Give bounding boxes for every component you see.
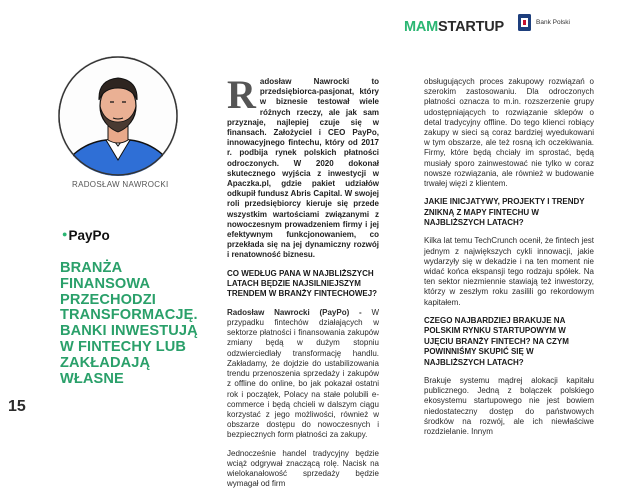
text-column-right	[424, 77, 594, 445]
portrait-caption: RADOSŁAW NAWROCKI	[72, 180, 169, 189]
answer-1-continued: Jednocześnie handel tradycyjny będzie wciąż odgrywał znaczącą rolę. Nacisk na wielokanałowość sprzedaży będzie wymagał od firm	[227, 448, 379, 489]
speaker-label: Radosław Nawrocki (PayPo) -	[227, 307, 362, 317]
question-2: JAKIE INICJATYWY, PROJEKTY I TRENDY ZNIKNĄ Z MAPY FINTECHU W NAJBLIŻSZYCH LATACH?	[424, 197, 585, 228]
pko-emblem-icon	[518, 14, 531, 31]
paragraph-continued: obsługujących proces zakupowy rozwiązań o szerokim zastosowaniu. Dla odroczonych płatności oznacza to m.in. rozszerzenie grupy udostępniających to rozwiązanie sklepów o detal tradycyjny offline. Do tego klienci robiący zakupy w sieci są coraz bardziej wyedukowani w tym obszarze, ale też rosną ich oczekiwania. Firmy, które będą chciały im sprostać, będą musiały sporo zainwestować nie tylko w coraz nowsze rozwiązania, ale również w budowanie trwałej więzi z klientem.	[424, 77, 594, 189]
page-number: 15	[8, 398, 26, 415]
answer-2: Kilka lat temu TechCrunch ocenił, że fintech jest jednym z największych cykli innowacji, jakie wydarzyły się w dekadzie i na ten moment nie widać końca ekspansji tego rodzaju spółek. Na ten sektor niezmiennie stawiają też inwestorzy, którzy w zeszłym roku zasilili go rekordowym kapitałem.	[424, 236, 594, 307]
answer-1-text: W przypadku fintechów działających w sektorze płatności i finansowania zakupów zmiany będą w dużym stopniu odzwierciedlały transformację handlu. Zakładamy, że dojdzie do ustabilizowania trendu przenoszenia sprzedaży i zakupów z offline do online, bo jak pokazał ostatni rok i początek, Polacy na stałe polubili e-commerce i będą chcieli w dalszym ciągu korzystać z jego możliwości, również w obszarze dostępu do nowoczesnych i bezpiecznych form płatności za zakupy.	[227, 307, 379, 440]
lead-paragraph	[227, 72, 379, 261]
logo-mam-part: MAM	[404, 19, 439, 35]
paypo-logo	[62, 228, 110, 243]
logo-startup-part: STARTUP	[438, 19, 505, 35]
answer-1	[227, 308, 379, 441]
paypo-dot-icon: ●	[62, 229, 68, 239]
answer-3: Brakuje systemu mądrej alokacji kapitału publicznego. Jedną z bolączek polskiego ekosystemu startupowego nie jest bowiem niedostateczny dostęp do państwowych środków na rozwój, ale ich niewłaściwe rozdzielanie. Innym	[424, 375, 594, 436]
drop-cap: R	[227, 72, 256, 117]
portrait-illustration	[58, 56, 178, 186]
lead-text: adosław Nawrocki to przedsiębiorca-pasjonat, który w biznesie testował wiele różnych rzeczy, ale jak sam przyznaje, najlepiej czuje się w finansach. Założyciel i CEO PayPo, innowacyjnego fintechu, który od 2017 r. podbija rynek polskich płatności odroczonych. W 2020 dokonał skutecznego wyjścia z inwestycji w Apaczka.pl, gdzie pakiet udziałów odkupił fundusz Abris Capital. W swojej roli przedsiębiorcy kieruje się przede wszystkim wartościami związanymi z nowoczesnym prowadzeniem firmy i jej efektywnym funkcjonowaniem, co przekłada się na jej dynamiczny rozwój i renatowność biznesu.	[227, 77, 379, 260]
paypo-logo-text: PayPo	[68, 228, 110, 243]
text-column-left	[227, 72, 379, 497]
page-headline: BRANŻA FINANSOWA PRZECHODZI TRANSFORMACJĘ. BANKI INWESTUJĄ W FINTECHY LUB ZAKŁADAJĄ WŁASNE	[60, 260, 198, 387]
mamstartup-logo	[404, 19, 504, 35]
question-3: CZEGO NAJBARDZIEJ BRAKUJE NA POLSKIM RYNKU STARTUPOWYM W UJĘCIU BRANŻY FINTECH? NA CZYM POWINNIŚMY SKUPIĆ SIĘ W NAJBLIŻSZYCH LATACH?	[424, 315, 569, 367]
question-1: CO WEDŁUG PANA W NAJBLIŻSZYCH LATACH BĘDZIE NAJSILNIEJSZYM TRENDEM W BRANŻY FINTECHOWEJ?	[227, 268, 378, 299]
pko-bank-name: Bank Polski	[536, 19, 570, 26]
pko-bank-logo	[518, 14, 570, 31]
